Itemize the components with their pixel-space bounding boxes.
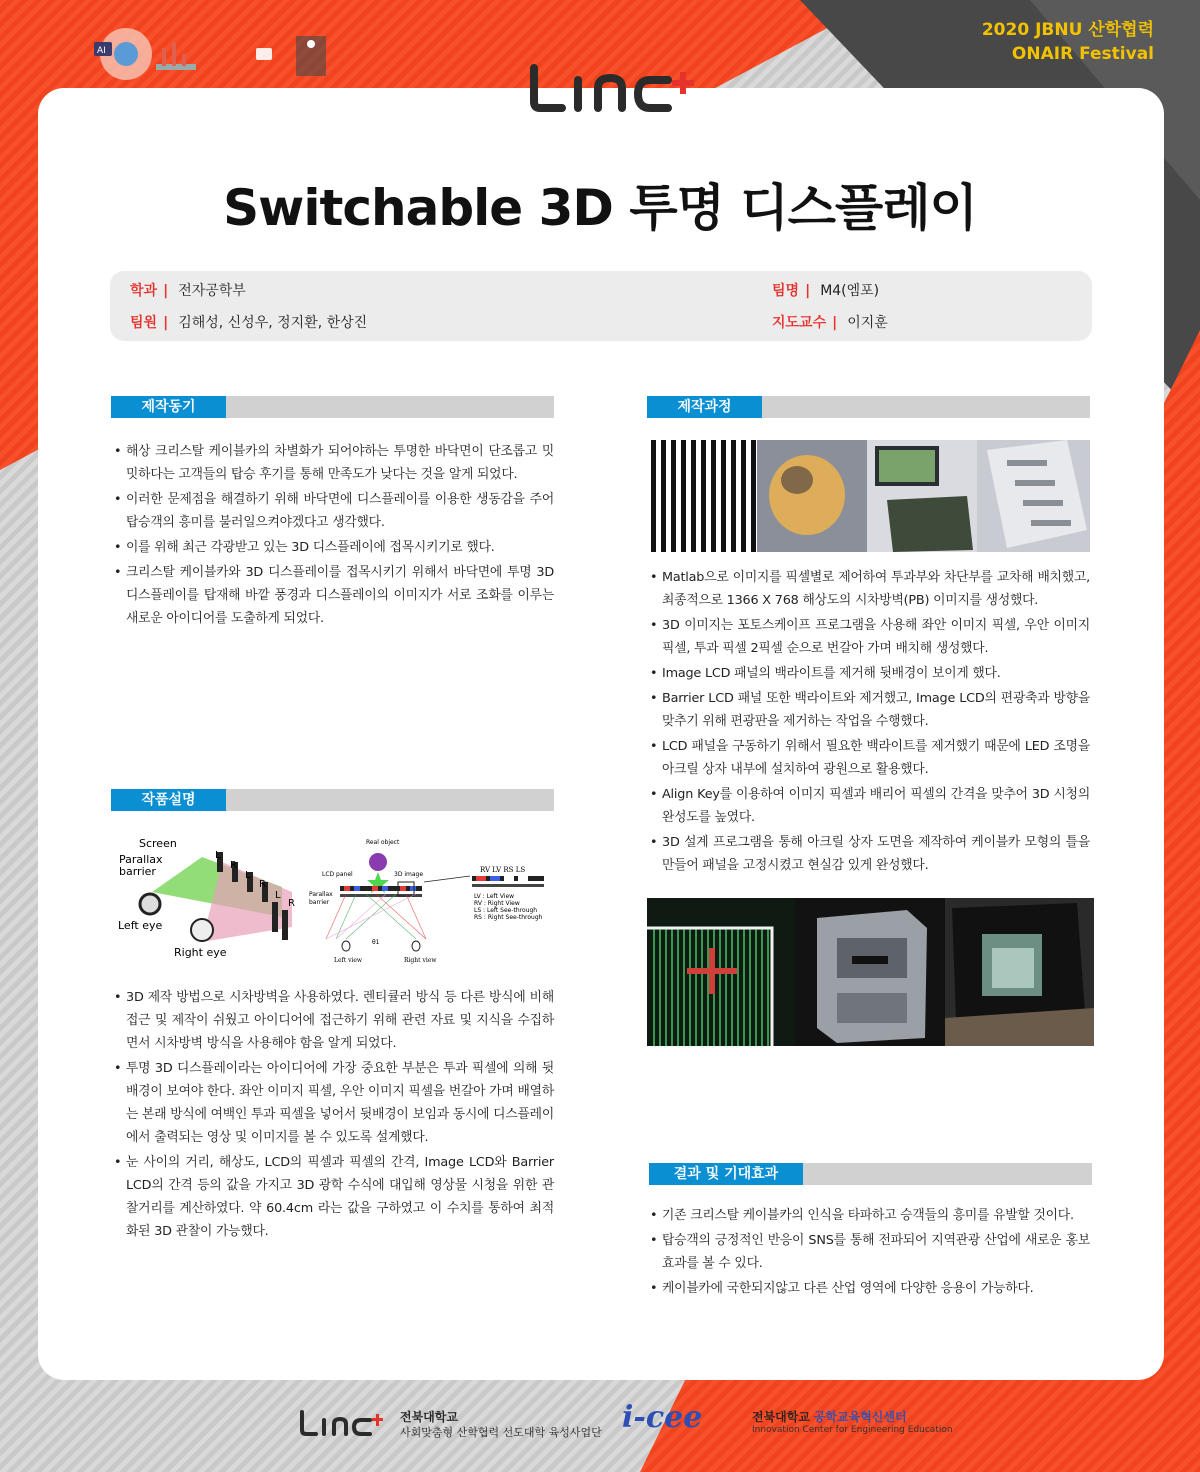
list-item: • 3D 설계 프로그램을 통해 아크릴 상자 도면을 제작하여 케이블카 모형의 틀을 만들어 패널을 고정시켰고 현실감 있게 완성했다. [650,831,1090,877]
label-barrier: barrier [309,899,330,906]
legend-rv: RV : Right View [474,900,520,907]
list-item: • 기존 크리스탈 케이블카의 인식을 타파하고 승객들의 흥미를 유발할 것이다. [650,1204,1090,1227]
team-row [772,280,879,300]
label-r: R [259,879,266,890]
legend-ls: LS : Left See-through [474,907,538,914]
parallax-barrier-diagram [112,832,312,964]
event-line1: 2020 JBNU 산학협력 [981,20,1154,40]
list-item: • 크리스탈 케이블카와 3D 디스플레이를 접목시키기 위해서 바닥면에 투명 3D디스플레이를 탑재해 바깥 풍경과 디스플레이의 이미지가 서로 조화를 이루는 새로운 아이디어를 도출하게 되었다. [114,561,554,630]
dept-row [130,280,246,300]
separator: | [832,315,838,331]
process-header [647,396,1090,418]
description-header [111,789,554,811]
separator: | [163,283,169,299]
label-l: L [245,870,251,881]
label-left-view: Left view [334,957,363,964]
description-title: 작품설명 [111,789,226,811]
legend-lv: LV : Left View [474,893,515,900]
list-item: • 3D 제작 방법으로 시차방벽을 사용하였다. 렌티큘러 방식 등 다른 방식에 비해 접근 및 제작이 쉬웠고 아이디어에 접근하기 위해 관련 자료 및 지식을 수집하면서 시차방벽 방식을 사용해야 함을 알게 되었다. [114,986,554,1055]
label-left-eye: Left eye [118,919,163,932]
results-list [650,1204,1090,1302]
linc-logo [520,50,710,120]
label-real-object: Real object [366,839,400,846]
process-photo-strip [647,440,1090,552]
team-value: M4(엠포) [820,283,880,299]
team-label: 팀명 [772,283,800,299]
legend-rs: RS : Right See-through [474,914,543,921]
footer-program: 사회맞춤형 산학협력 선도대학 육성사업단 [400,1426,602,1439]
advisor-label: 지도교수 [772,315,827,331]
tech-illustration-icon [86,14,346,94]
svg-text:AI: AI [97,46,106,56]
label-theta: θ1 [372,939,380,946]
results-header [649,1163,1092,1185]
label-parallax: Parallax [309,891,333,898]
transparent-3d-diagram [306,834,556,966]
label-right-eye: Right eye [174,946,227,959]
list-item: • 해상 크리스탈 케이블카의 차별화가 되어야하는 투명한 바닥면이 단조롭고 밋밋하다는 고객들의 탑승 후기를 통해 만족도가 낮다는 것을 알게 되었다. [114,440,554,486]
linc-footer-logo [296,1406,392,1440]
footer-center-line [752,1408,907,1425]
separator: | [163,315,169,331]
event-badge [982,18,1154,66]
pixel-order-header: RV LV RS LS [480,866,526,874]
label-3d-image: 3D image [394,871,424,878]
results-title: 결과 및 기대효과 [649,1163,803,1185]
members-value: 김해성, 신성우, 정지환, 한상진 [178,315,368,331]
motivation-title: 제작동기 [111,396,226,418]
label-r: R [288,898,295,909]
motivation-header [111,396,554,418]
motivation-list [114,440,554,632]
event-line2: ONAIR Festival [1011,44,1154,64]
poster-title: Switchable 3D 투명 디스플레이 [223,179,977,237]
process-list [650,566,1090,879]
footer [0,1400,1200,1460]
advisor-value: 이지훈 [847,315,888,331]
list-item: • 이러한 문제점을 해결하기 위해 바닥면에 디스플레이를 이용한 생동감을 주어 탑승객의 흥미를 불러일으켜야겠다고 생각했다. [114,488,554,534]
list-item: • LCD 패널을 구동하기 위해서 필요한 백라이트를 제거했기 때문에 LED 조명을 아크릴 상자 내부에 설치하여 광원으로 활용했다. [650,735,1090,781]
footer-univ2: 전북대학교 [752,1410,810,1424]
list-item: • Image LCD 패널의 백라이트를 제거해 뒷배경이 보이게 했다. [650,662,1090,685]
label-screen: Screen [139,837,177,850]
list-item: • 3D 이미지는 포토스케이프 프로그램을 사용해 좌안 이미지 픽셀, 우안 이미지 픽셀, 투과 픽셀 2픽셀 순으로 번갈아 가며 배치해 생성했다. [650,614,1090,660]
label-r: R [230,860,237,871]
footer-center: 공학교육혁신센터 [813,1410,907,1424]
advisor-row [772,312,888,332]
label-right-view: Right view [404,957,437,964]
list-item: • Align Key를 이용하여 이미지 픽셀과 배리어 픽셀의 간격을 맞추어 3D 시청의 완성도를 높였다. [650,783,1090,829]
result-photo-strip [647,898,1094,1046]
list-item: • 이를 위해 최근 각광받고 있는 3D 디스플레이에 접목시키기로 했다. [114,536,554,559]
label-l: L [215,850,221,861]
list-item: • 케이블카에 국한되지않고 다른 산업 영역에 다양한 응용이 가능하다. [650,1277,1090,1300]
list-item: • Matlab으로 이미지를 픽셀별로 제어하여 투과부와 차단부를 교차해 배치했고, 최종적으로 1366 X 768 해상도의 시차방벽(PB) 이미지를 생성했다. [650,566,1090,612]
label-lcd-panel: LCD panel [322,871,353,878]
dept-label: 학과 [130,283,158,299]
footer-univ1: 전북대학교 [400,1410,458,1424]
members-label: 팀원 [130,315,158,331]
label-parallax: Parallax [119,853,163,866]
list-item: • 투명 3D 디스플레이라는 아이디어에 가장 중요한 부분은 투과 픽셀에 의해 뒷배경이 보여야 한다. 좌안 이미지 픽셀, 우안 이미지 픽셀을 번갈아 가며 배열하는 본래 방식에 여백인 투과 픽셀을 넣어서 뒷배경이 보임과 동시에 디스플레이에서 출력되는 영상 및 이미지를 볼 수 있도록 설계했다. [114,1057,554,1149]
label-barrier: barrier [119,865,156,878]
footer-center-en: Innovation Center for Engineering Education [752,1425,953,1435]
list-item: • 탑승객의 긍정적인 반응이 SNS를 통해 전파되어 지역관광 산업에 새로운 홍보 효과를 볼 수 있다. [650,1229,1090,1275]
separator: | [805,283,811,299]
label-l: L [275,890,281,901]
list-item: • Barrier LCD 패널 또한 백라이트와 제거했고, Image LCD의 편광축과 방향을 맞추기 위해 편광판을 제거하는 작업을 수행했다. [650,687,1090,733]
process-title: 제작과정 [647,396,762,418]
description-list [114,986,554,1245]
members-row [130,312,367,332]
dept-value: 전자공학부 [178,283,246,299]
list-item: • 눈 사이의 거리, 해상도, LCD의 픽셀과 픽셀의 간격, Image LCD와 Barrier LCD의 간격 등의 값을 가지고 3D 광학 수식에 대입해 영상물 시청을 위한 관찰거리를 계산하였다. 약 60.4cm 라는 값을 구하였고 이 수치를 통하여 최적화된 3D 관찰이 가능했다. [114,1151,554,1243]
icee-logo: i-cee [622,1400,703,1435]
